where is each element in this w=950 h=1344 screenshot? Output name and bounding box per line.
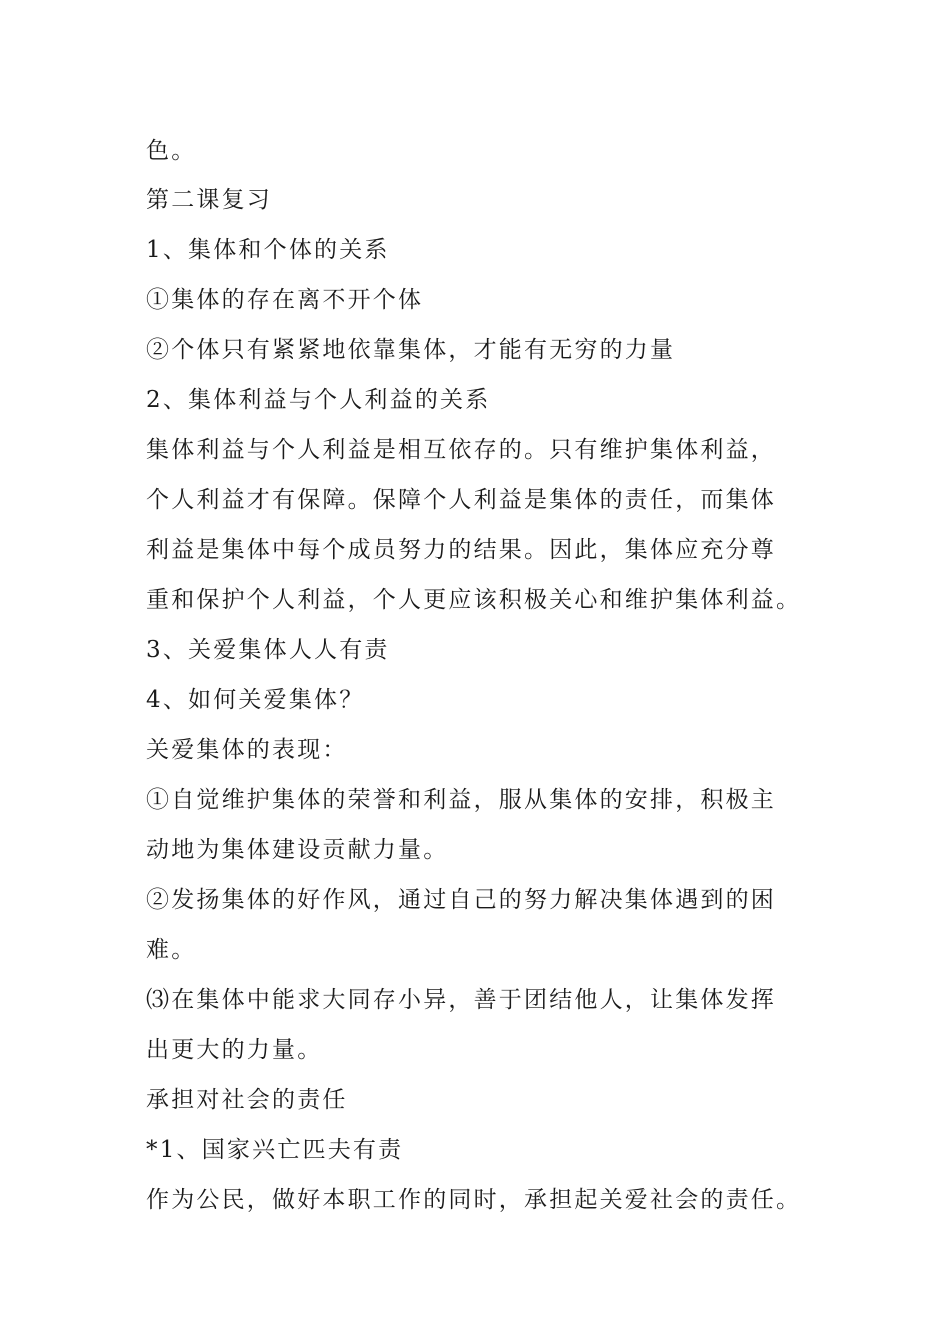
section-heading: 承担对社会的责任 [146,1087,348,1113]
list-item-continuation: 难。 [146,937,197,963]
paragraph-line: 个人利益才有保障。保障个人利益是集体的责任，而集体 [146,487,776,513]
numbered-heading: 3、关爱集体人人有责 [146,637,390,663]
list-item: ②个体只有紧紧地依靠集体，才能有无穷的力量 [146,337,676,363]
section-heading: 第二课复习 [146,187,272,213]
paragraph-line: 重和保护个人利益，个人更应该积极关心和维护集体利益。 [146,587,802,613]
text-line: 色。 [146,138,197,164]
list-item: ①自觉维护集体的荣誉和利益，服从集体的安排，积极主 [146,787,776,813]
paragraph-line: 作为公民，做好本职工作的同时，承担起关爱社会的责任。 [146,1187,802,1213]
numbered-heading: 4、如何关爱集体？ [146,687,365,713]
list-item: ⑶在集体中能求大同存小异，善于团结他人，让集体发挥 [146,987,776,1013]
list-item-continuation: 动地为集体建设贡献力量。 [146,837,449,863]
numbered-heading: 2、集体利益与个人利益的关系 [146,387,491,413]
list-item: ②发扬集体的好作风，通过自己的努力解决集体遇到的困 [146,887,776,913]
subheading: 关爱集体的表现： [146,737,348,763]
paragraph-line: 利益是集体中每个成员努力的结果。因此，集体应充分尊 [146,537,776,563]
list-item: ①集体的存在离不开个体 [146,287,424,313]
numbered-heading: *1、国家兴亡匹夫有责 [146,1137,404,1163]
paragraph-line: 集体利益与个人利益是相互依存的。只有维护集体利益， [146,437,776,463]
numbered-heading: 1、集体和个体的关系 [146,237,390,263]
list-item-continuation: 出更大的力量。 [146,1037,323,1063]
